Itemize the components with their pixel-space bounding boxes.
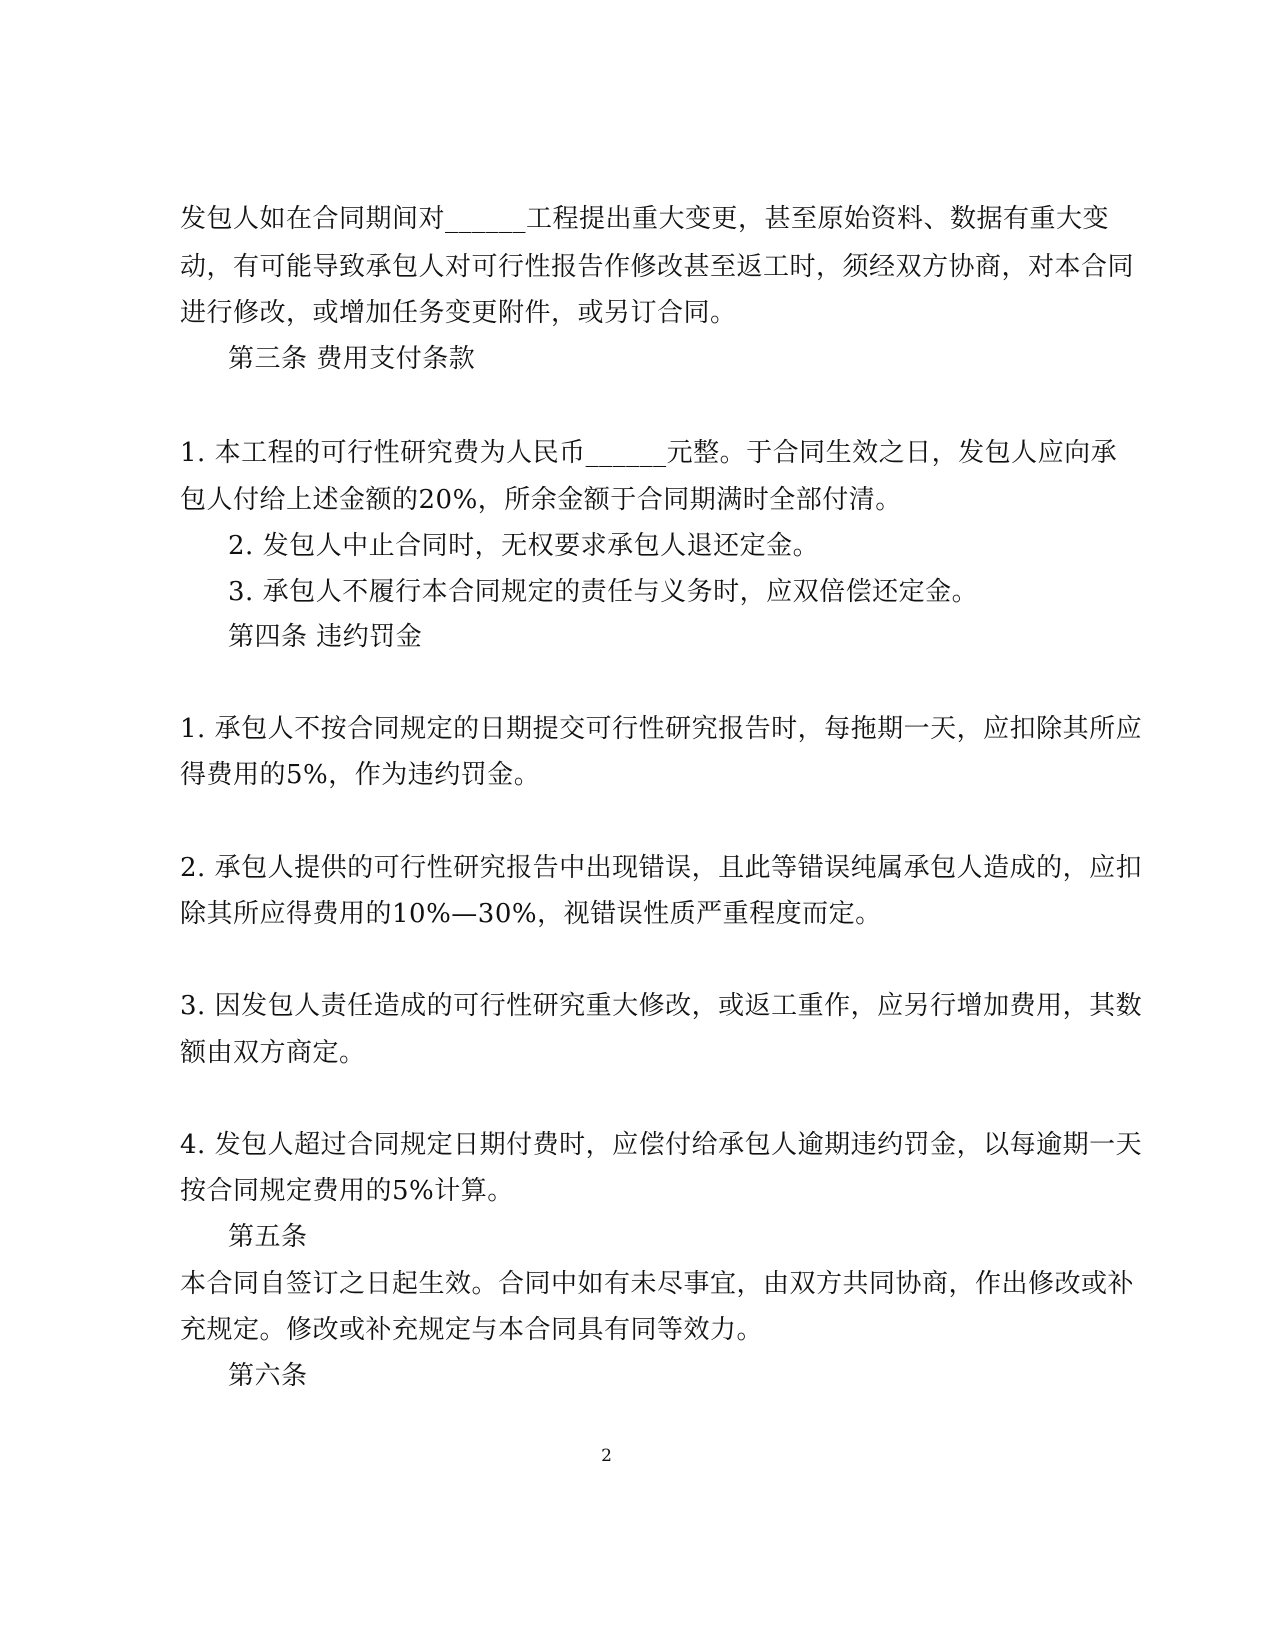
paragraph-line: 除其所应得费用的10%—30%，视错误性质严重程度而定。 — [180, 899, 882, 929]
paragraph-line: 得费用的5%，作为违约罚金。 — [180, 760, 541, 790]
section-heading-4: 第四条 违约罚金 — [228, 622, 423, 652]
paragraph-line: 1. 本工程的可行性研究费为人民币______元整。于合同生效之日，发包人应向承 — [180, 438, 1118, 468]
paragraph-line: 1. 承包人不按合同规定的日期提交可行性研究报告时，每拖期一天，应扣除其所应 — [180, 714, 1143, 744]
paragraph-line: 2. 发包人中止合同时，无权要求承包人退还定金。 — [228, 531, 820, 561]
section-heading-5: 第五条 — [228, 1222, 308, 1252]
paragraph-line: 按合同规定费用的5%计算。 — [180, 1176, 514, 1206]
paragraph-line: 额由双方商定。 — [180, 1038, 366, 1068]
paragraph-line: 本合同自签订之日起生效。合同中如有未尽事宜，由双方共同协商，作出修改或补 — [180, 1269, 1135, 1299]
section-heading-6: 第六条 — [228, 1361, 308, 1391]
paragraph-line: 包人付给上述金额的20%，所余金额于合同期满时全部付清。 — [180, 485, 902, 515]
paragraph-line: 进行修改，或增加任务变更附件，或另订合同。 — [180, 298, 737, 328]
paragraph-line: 3. 承包人不履行本合同规定的责任与义务时，应双倍偿还定金。 — [228, 577, 979, 607]
paragraph-line: 4. 发包人超过合同规定日期付费时，应偿付给承包人逾期违约罚金，以每逾期一天 — [180, 1130, 1143, 1160]
paragraph-line: 发包人如在合同期间对______工程提出重大变更，甚至原始资料、数据有重大变 — [180, 204, 1110, 234]
paragraph-line: 2. 承包人提供的可行性研究报告中出现错误，且此等错误纯属承包人造成的，应扣 — [180, 853, 1143, 883]
paragraph-line: 充规定。修改或补充规定与本合同具有同等效力。 — [180, 1315, 764, 1345]
page-number: 2 — [601, 1446, 612, 1466]
paragraph-line: 动，有可能导致承包人对可行性报告作修改甚至返工时，须经双方协商，对本合同 — [180, 252, 1135, 282]
section-heading-3: 第三条 费用支付条款 — [228, 344, 476, 374]
paragraph-line: 3. 因发包人责任造成的可行性研究重大修改，或返工重作，应另行增加费用，其数 — [180, 991, 1143, 1021]
